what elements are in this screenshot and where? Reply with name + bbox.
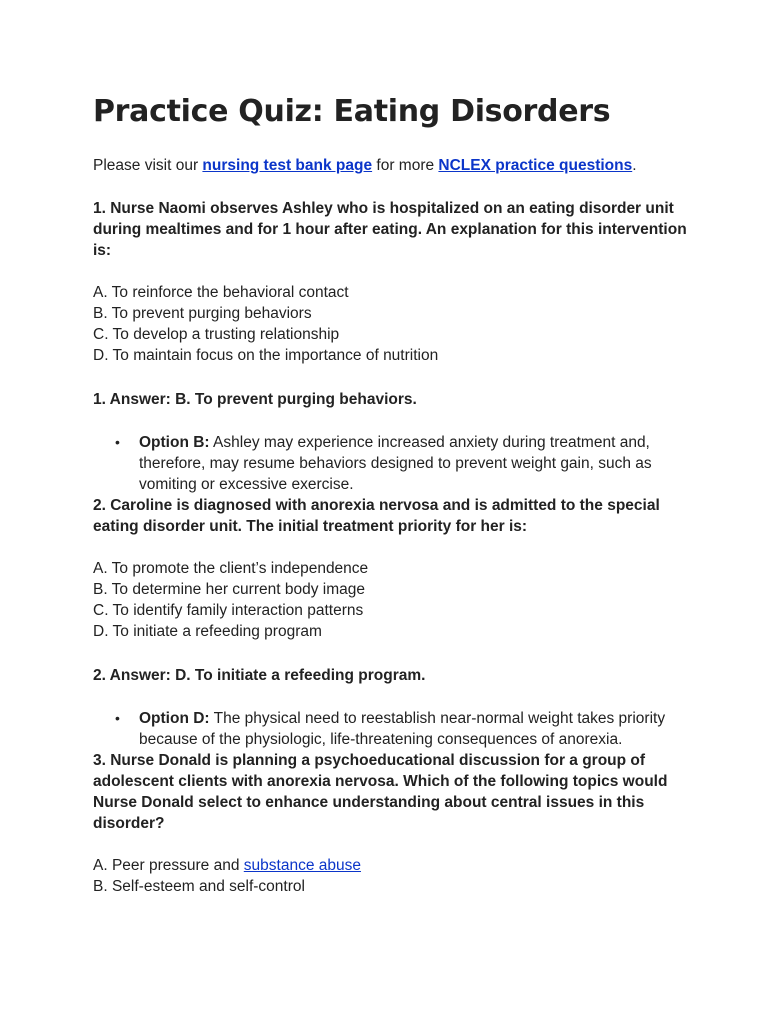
rationale-1 bbox=[93, 432, 693, 495]
question-1: 1. Nurse Naomi observes Ashley who is hospitalized on an eating disorder unit during mealtimes and for 1 hour after eating. An explanation for this intervention is: bbox=[93, 200, 687, 259]
q1-option-a: A. To reinforce the behavioral contact bbox=[93, 284, 349, 301]
intro-prefix: Please visit our bbox=[93, 157, 203, 174]
answer-1: 1. Answer: B. To prevent purging behaviors. bbox=[93, 391, 417, 408]
bullet-icon: • bbox=[115, 434, 120, 450]
rationale-2-label: Option D: bbox=[139, 710, 210, 727]
q3-option-b: B. Self-esteem and self-control bbox=[93, 878, 305, 895]
bullet-icon: • bbox=[115, 710, 120, 726]
nclex-practice-questions-link[interactable]: NCLEX practice questions bbox=[438, 157, 633, 174]
document-page bbox=[93, 92, 693, 920]
question-2-options bbox=[93, 558, 693, 642]
page-title: Practice Quiz: Eating Disorders bbox=[93, 94, 611, 129]
rationale-2-text: The physical need to reestablish near-normal weight takes priority because of the physiologic, life-threatening consequences of anorexia. bbox=[139, 710, 666, 748]
intro-middle: for more bbox=[372, 157, 439, 174]
question-1-options bbox=[93, 282, 693, 366]
q2-option-b: B. To determine her current body image bbox=[93, 581, 365, 598]
rationale-2 bbox=[93, 708, 693, 750]
question-3-options bbox=[93, 855, 693, 897]
q3-option-a-prefix: A. Peer pressure and bbox=[93, 857, 244, 874]
intro-suffix: . bbox=[632, 157, 637, 174]
rationale-1-text: Ashley may experience increased anxiety during treatment and, therefore, may resume behaviors designed to prevent weight gain, such as vomiting or excessive exercise. bbox=[139, 434, 652, 493]
intro-paragraph bbox=[93, 155, 693, 176]
q1-option-c: C. To develop a trusting relationship bbox=[93, 326, 340, 343]
substance-abuse-link[interactable]: substance abuse bbox=[243, 857, 361, 874]
q2-option-d: D. To initiate a refeeding program bbox=[93, 623, 322, 640]
q1-option-b: B. To prevent purging behaviors bbox=[93, 305, 312, 322]
q1-option-d: D. To maintain focus on the importance of nutrition bbox=[93, 347, 439, 364]
rationale-1-label: Option B: bbox=[139, 434, 210, 451]
question-2: 2. Caroline is diagnosed with anorexia nervosa and is admitted to the special eating disorder unit. The initial treatment priority for her is: bbox=[93, 497, 660, 535]
question-3: 3. Nurse Donald is planning a psychoeducational discussion for a group of adolescent clients with anorexia nervosa. Which of the following topics would Nurse Donald select to enhance understanding about central issues in this disorder? bbox=[93, 752, 668, 832]
q3-option-a bbox=[93, 855, 693, 876]
answer-2: 2. Answer: D. To initiate a refeeding program. bbox=[93, 667, 426, 684]
nursing-test-bank-link[interactable]: nursing test bank page bbox=[202, 157, 373, 174]
q2-option-c: C. To identify family interaction patterns bbox=[93, 602, 364, 619]
q2-option-a: A. To promote the client’s independence bbox=[93, 560, 369, 577]
